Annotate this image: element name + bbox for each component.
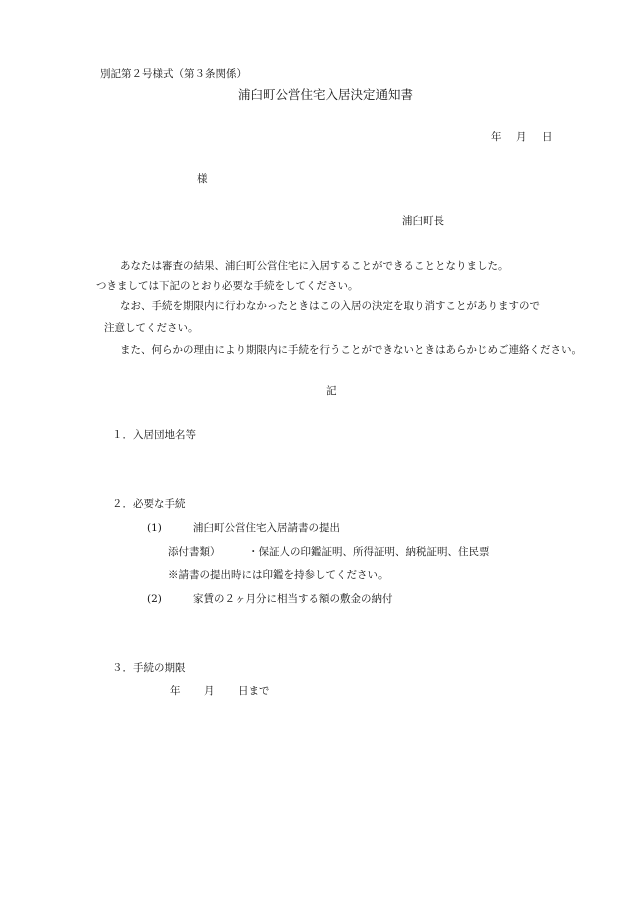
document-title: 浦臼町公営住宅入居決定通知書 (238, 87, 414, 102)
date-month: 月 (516, 131, 527, 143)
addressee-suffix: 様 (197, 173, 208, 185)
section1-heading: １．入居団地名等 (112, 429, 196, 441)
section3-heading: ３．手続の期限 (112, 662, 186, 674)
body-paragraph-4: 注意してください。 (104, 322, 199, 334)
section2-heading: ２．必要な手続 (112, 498, 186, 510)
attached-docs-label: 添付書類） (168, 546, 221, 558)
form-label: 別記第２号様式（第３条関係） (100, 68, 247, 80)
deadline-month: 月 (204, 685, 215, 697)
seal-note: ※請書の提出時には印鑑を持参してください。 (168, 569, 389, 581)
section2-item1-number: (1) (147, 522, 162, 534)
body-paragraph-2: つきましては下記のとおり必要な手続をしてください。 (96, 280, 359, 292)
ki-heading: 記 (326, 385, 337, 397)
attached-docs-list: ・保証人の印鑑証明、所得証明、納税証明、住民票 (248, 546, 490, 558)
date-day: 日 (542, 131, 553, 143)
deadline-day: 日まで (238, 685, 270, 697)
section2-item2-text: 家賃の２ヶ月分に相当する額の敷金の納付 (193, 593, 393, 605)
body-paragraph-3: なお、手続を期限内に行わなかったときはこの入居の決定を取り消すことがありますので (120, 300, 540, 312)
deadline-year: 年 (170, 685, 181, 697)
body-paragraph-1: あなたは審査の結果、浦臼町公営住宅に入居することができることとなりました。 (120, 260, 509, 272)
section2-item2-number: (2) (147, 593, 162, 605)
issuer-name: 浦臼町長 (402, 215, 444, 227)
date-year: 年 (491, 131, 502, 143)
section2-item1-text: 浦臼町公営住宅入居請書の提出 (193, 522, 340, 534)
body-paragraph-5: また、何らかの理由により期限内に手続を行うことができないときはあらかじめご連絡ください。 (120, 344, 582, 356)
